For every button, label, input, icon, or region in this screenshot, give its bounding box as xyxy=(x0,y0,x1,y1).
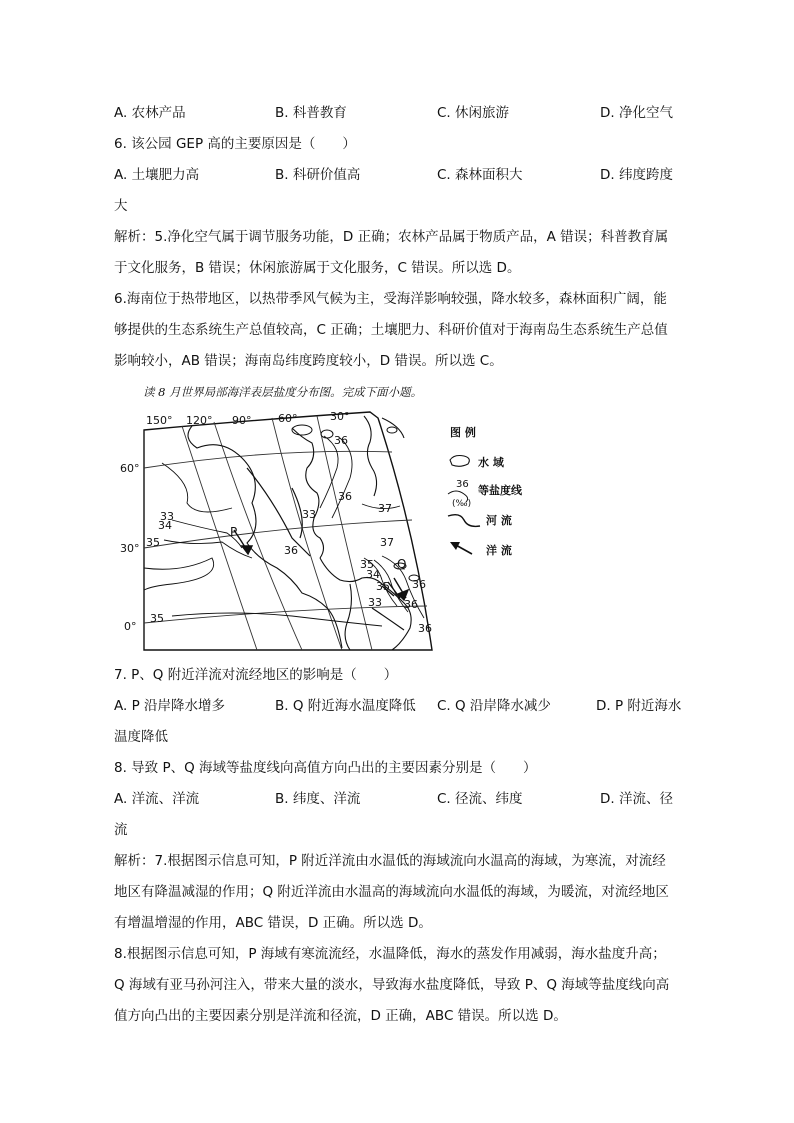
longitude-label: 30° xyxy=(330,410,350,423)
q6-option-d-wrap: 大 xyxy=(114,198,128,214)
legend-title: 图 例 xyxy=(450,426,476,439)
analysis2-line: Q 海域有亚马孙河注入，带来大量的淡水，导致海水盐度降低，导致 P、Q 海域等盐度线向高 xyxy=(114,977,670,993)
legend-isohaline: 等盐度线 xyxy=(478,484,522,497)
longitude-label: 90° xyxy=(232,414,252,427)
analysis1-line: 6.海南位于热带地区，以热带季风气候为主，受海洋影响较强，降水较多，森林面积广阔，能 xyxy=(114,291,667,307)
q8-option-b: B. 纬度、洋流 xyxy=(275,791,361,807)
q7-option-c: C. Q 沿岸降水减少 xyxy=(437,698,551,714)
coastlines xyxy=(188,416,411,650)
isoline-labels xyxy=(146,434,432,635)
isoline-label: 35 xyxy=(360,558,374,571)
isoline-label: 37 xyxy=(378,502,392,515)
point-q: Q xyxy=(397,557,407,571)
isoline-label: 33 xyxy=(368,596,382,609)
q7-stem: 7. P、Q 附近洋流对流经地区的影响是（ ） xyxy=(114,667,398,683)
legend-current: 洋 流 xyxy=(486,544,512,557)
q7-option-a: A. P 沿岸降水增多 xyxy=(114,698,226,714)
isoline-label: 36 xyxy=(284,544,298,557)
analysis1-line: 于文化服务，B 错误；休闲旅游属于文化服务，C 错误。所以选 D。 xyxy=(114,260,521,276)
analysis2-line: 8.根据图示信息可知，P 海域有寒流流经，水温降低，海水的蒸发作用减弱，海水盐度升高； xyxy=(114,946,666,962)
longitude-label: 120° xyxy=(186,414,213,427)
isoline-label: 36 xyxy=(338,490,352,503)
legend-river: 河 流 xyxy=(486,514,512,527)
analysis1-line: 解析：5.净化空气属于调节服务功能，D 正确；农林产品属于物质产品，A 错误；科普教育属 xyxy=(114,229,669,245)
isoline-label: 35 xyxy=(150,612,164,625)
q8-option-d: D. 洋流、径 xyxy=(600,791,673,807)
legend-isoline-sample: 36 xyxy=(456,479,469,490)
isoline-label: 36 xyxy=(404,598,418,611)
river-icon xyxy=(448,515,480,527)
isoline-label: 33 xyxy=(160,510,174,523)
q6-option-d: D. 纬度跨度 xyxy=(600,167,673,183)
analysis1-line: 够提供的生态系统生产总值较高，C 正确；土壤肥力、科研价值对于海南岛生态系统生产总值 xyxy=(114,322,668,338)
q5-option-b: B. 科普教育 xyxy=(275,105,347,121)
isoline-label: 35 xyxy=(376,580,390,593)
isoline-label: 36 xyxy=(334,434,348,447)
analysis2-line: 地区有降温减湿的作用；Q 附近洋流由水温高的海域流向水温低的海域，为暖流，对流经地区 xyxy=(114,884,669,900)
isoline-label: 36 xyxy=(418,622,432,635)
q8-option-d-wrap: 流 xyxy=(114,822,128,838)
latitude-label: 60° xyxy=(120,462,140,475)
q7-option-b: B. Q 附近海水温度降低 xyxy=(275,698,416,714)
analysis2-line: 值方向凸出的主要因素分别是洋流和径流，D 正确，ABC 错误。所以选 D。 xyxy=(114,1008,567,1024)
legend-water-body: 水 域 xyxy=(478,456,504,469)
isoline-label: 36 xyxy=(412,578,426,591)
salinity-map xyxy=(120,408,682,652)
q7-option-d: D. P 附近海水 xyxy=(596,698,682,714)
q6-option-c: C. 森林面积大 xyxy=(437,167,523,183)
q5-option-c: C. 休闲旅游 xyxy=(437,105,510,121)
isoline-label: 34 xyxy=(158,519,172,532)
analysis1-line: 影响较小，AB 错误；海南岛纬度跨度较小，D 错误。所以选 C。 xyxy=(114,353,503,369)
q6-option-b: B. 科研价值高 xyxy=(275,167,361,183)
isoline-label: 37 xyxy=(380,536,394,549)
q8-stem: 8. 导致 P、Q 海域等盐度线向高值方向凸出的主要因素分别是（ ） xyxy=(114,760,537,776)
q5-option-d: D. 净化空气 xyxy=(600,105,673,121)
map-caption: 读 8 月世界局部海洋表层盐度分布图。完成下面小题。 xyxy=(143,385,423,399)
longitude-label: 150° xyxy=(146,414,173,427)
isoline-label: 33 xyxy=(302,508,316,521)
q5-option-a: A. 农林产品 xyxy=(114,105,186,121)
legend-isoline-unit: (‰) xyxy=(452,499,472,509)
map-legend xyxy=(448,425,523,557)
q8-option-c: C. 径流、纬度 xyxy=(437,791,523,807)
isoline-label: 35 xyxy=(146,536,160,549)
water-body-icon xyxy=(450,456,469,467)
q6-stem: 6. 该公园 GEP 高的主要原因是（ ） xyxy=(114,136,356,152)
point-p: P xyxy=(230,525,238,539)
q7-option-d-wrap: 温度降低 xyxy=(114,729,168,745)
analysis2-line: 解析：7.根据图示信息可知，P 附近洋流由水温低的海域流向水温高的海域，为寒流，对流经 xyxy=(114,853,666,869)
q8-option-a: A. 洋流、洋流 xyxy=(114,791,200,807)
latitude-label: 30° xyxy=(120,542,140,555)
isoline-label: 34 xyxy=(366,568,380,581)
longitude-label: 60° xyxy=(278,412,298,425)
q6-option-a: A. 土壤肥力高 xyxy=(114,167,200,183)
analysis2-line: 有增温增湿的作用，ABC 错误，D 正确。所以选 D。 xyxy=(114,915,432,931)
latitude-label: 0° xyxy=(124,620,137,633)
